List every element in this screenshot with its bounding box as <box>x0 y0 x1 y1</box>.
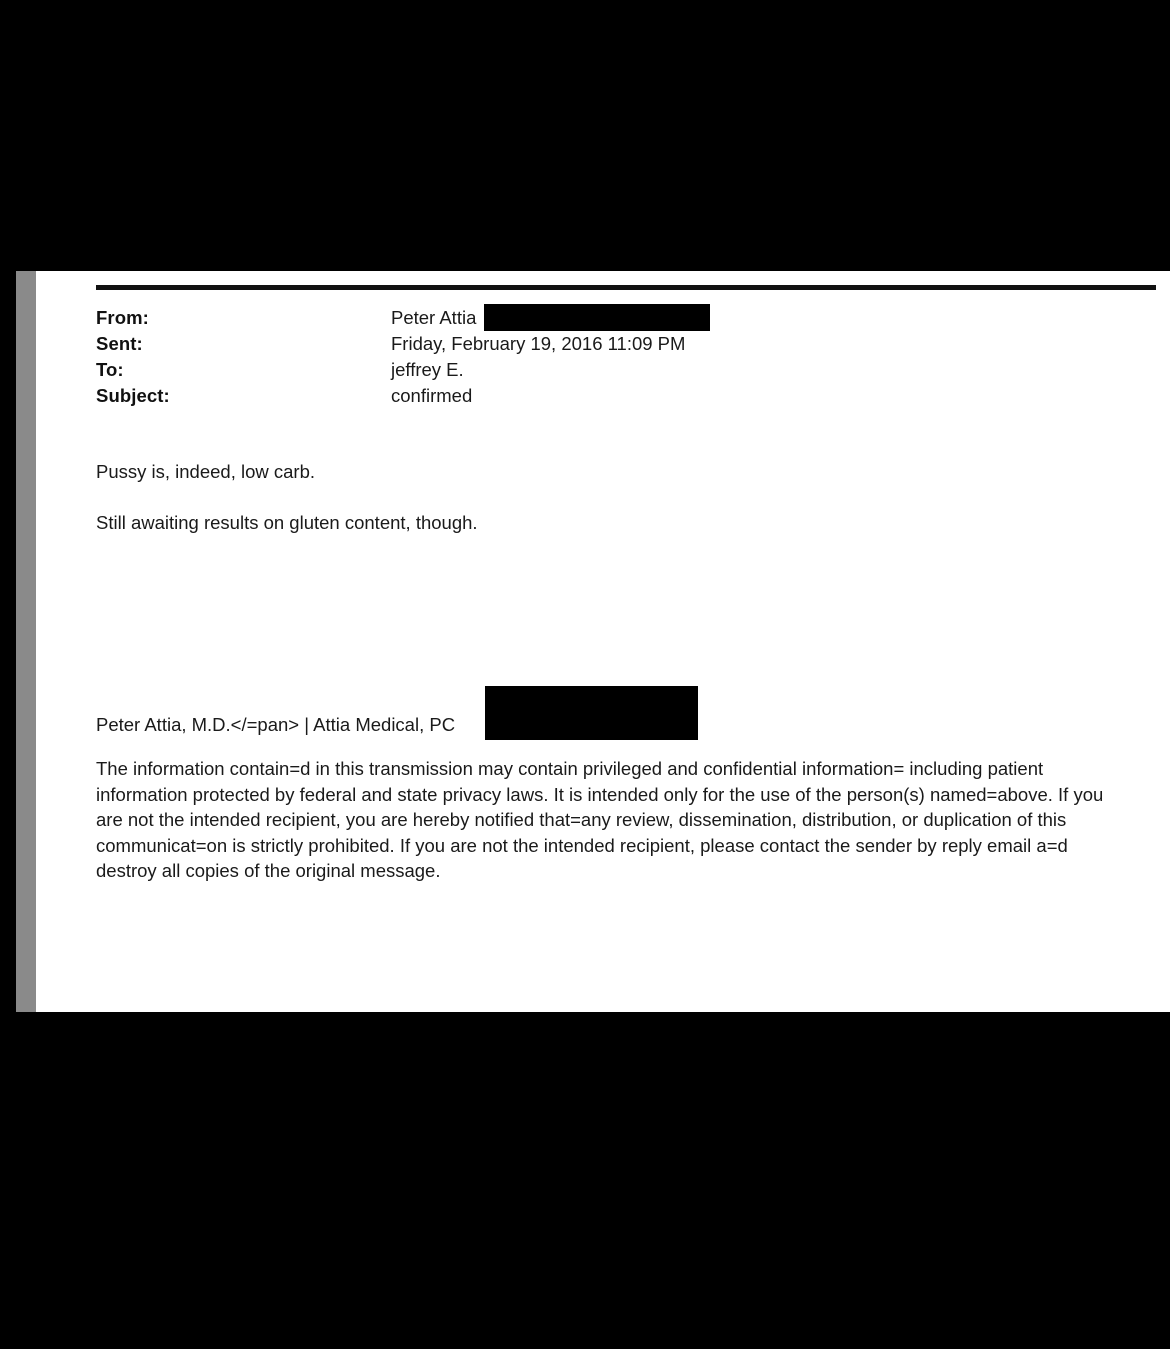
header-label-sent: Sent: <box>96 333 143 354</box>
header-value-subject: confirmed <box>391 385 473 406</box>
body-paragraph-2: Still awaiting results on gluten content, though. <box>96 512 478 533</box>
header-value-from <box>391 307 710 331</box>
header-row-subject <box>96 385 1116 411</box>
header-label-from: From: <box>96 307 149 328</box>
redaction-bar-from <box>484 304 710 331</box>
header-row-to <box>96 359 1116 385</box>
header-value-to: jeffrey E. <box>391 359 464 380</box>
header-value-sent: Friday, February 19, 2016 11:09 PM <box>391 333 686 354</box>
email-page <box>36 271 1170 1012</box>
header-row-from <box>96 307 1116 333</box>
scanned-page-area <box>0 271 1170 1012</box>
header-value-from-text: Peter Attia <box>391 307 477 328</box>
scan-edge-margin <box>16 271 36 1012</box>
email-header-block <box>96 307 1116 411</box>
header-row-sent <box>96 333 1116 359</box>
redaction-bar-signature <box>485 686 698 740</box>
header-divider-rule <box>96 285 1156 290</box>
header-label-subject: Subject: <box>96 385 170 406</box>
body-paragraph-1: Pussy is, indeed, low carb. <box>96 461 316 482</box>
confidentiality-disclaimer: The information contain=d in this transmission may contain privileged and confidential information= including patient information protected by federal and state privacy laws. It is intended only for the use of the person(s) named=above. If you are not the intended recipient, you are hereby notified that=any review, dissemination, distribution, or duplication of this communicat=on is strictly prohibited. If you are not the intended recipient, please contact the sender by reply email a=d destroy all copies of the original message. <box>96 758 1104 881</box>
signature-line: Peter Attia, M.D.</=pan> | Attia Medical, PC <box>96 714 456 735</box>
header-label-to: To: <box>96 359 124 380</box>
